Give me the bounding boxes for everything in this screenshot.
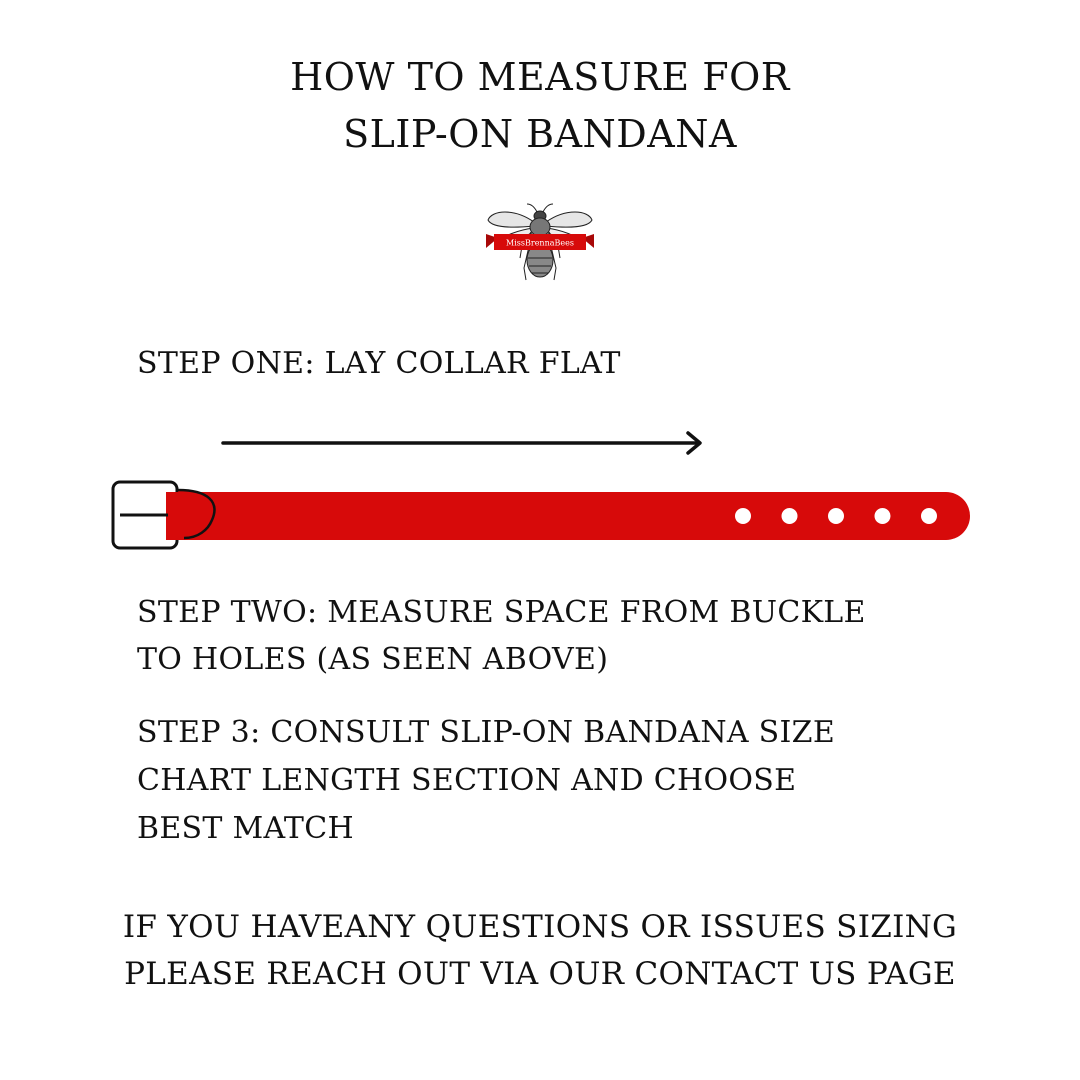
step-three-text-line-2: CHART LENGTH SECTION AND CHOOSE — [137, 763, 797, 798]
collar-strap — [166, 492, 970, 540]
logo-text: MissBrennaBees — [506, 238, 574, 248]
step-three-text-line-1: STEP 3: CONSULT SLIP-ON BANDANA SIZE — [137, 715, 836, 750]
step-one-text: STEP ONE: LAY COLLAR FLAT — [137, 346, 621, 381]
arrow-right-icon — [220, 430, 710, 456]
contact-note-line-1: IF YOU HAVEANY QUESTIONS OR ISSUES SIZING — [122, 909, 958, 945]
collar-icon — [108, 478, 978, 554]
contact-note-line-2: PLEASE REACH OUT VIA OUR CONTACT US PAGE — [124, 956, 956, 992]
step-two-text-line-2: TO HOLES (AS SEEN ABOVE) — [137, 642, 609, 677]
collar-hole — [782, 508, 798, 524]
collar-hole — [921, 508, 937, 524]
collar-hole — [735, 508, 751, 524]
collar-hole — [828, 508, 844, 524]
bee-logo — [484, 202, 596, 286]
logo-ribbon — [486, 234, 594, 250]
page-title-line-1: HOW TO MEASURE FOR — [290, 55, 790, 99]
collar-hole — [875, 508, 891, 524]
step-two-text-line-1: STEP TWO: MEASURE SPACE FROM BUCKLE — [137, 595, 866, 630]
page-title-line-2: SLIP-ON BANDANA — [343, 112, 737, 156]
step-three-text-line-3: BEST MATCH — [137, 811, 354, 846]
